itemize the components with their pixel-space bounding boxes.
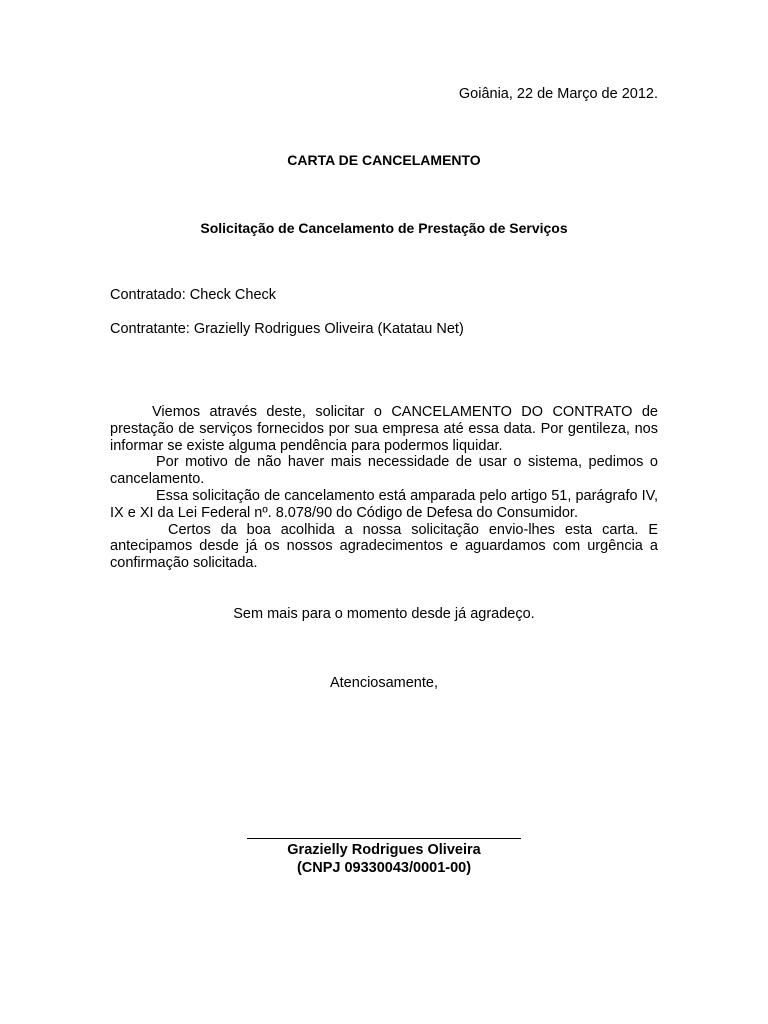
body-paragraph: Essa solicitação de cancelamento está amparada pelo artigo 51, parágrafo IV, IX e XI da Lei Federal nº. 8.078/90 do Código de Defesa do Consumidor. <box>110 487 658 521</box>
contratado-line: Contratado: Check Check <box>110 287 277 303</box>
letter-body <box>110 404 658 572</box>
regards-line: Atenciosamente, <box>329 675 438 691</box>
signature-line <box>247 826 521 839</box>
body-paragraph: Certos da boa acolhida a nossa solicitação envio-lhes esta carta. E antecipamos desde já os nossos agradecimentos e aguardamos com urgência a confirmação solicitada. <box>110 521 658 572</box>
signature-block <box>0 826 768 877</box>
letter-subtitle: Solicitação de Cancelamento de Prestação de Serviços <box>200 220 568 236</box>
closing-line: Sem mais para o momento desde já agradeço. <box>233 606 535 622</box>
signatory-cnpj: (CNPJ 09330043/0001-00) <box>296 860 472 876</box>
signatory-name: Grazielly Rodrigues Oliveira <box>287 842 481 858</box>
letter-title: CARTA DE CANCELAMENTO <box>287 152 481 168</box>
contratante-line: Contratante: Grazielly Rodrigues Oliveira (Katatau Net) <box>110 321 464 337</box>
body-paragraph: Por motivo de não haver mais necessidade de usar o sistema, pedimos o cancelamento. <box>110 454 658 488</box>
place-date: Goiânia, 22 de Março de 2012. <box>458 86 658 102</box>
body-paragraph: Viemos através deste, solicitar o CANCELAMENTO DO CONTRATO de prestação de serviços fornecidos por sua empresa até essa data. Por gentileza, nos informar se existe alguma pendência para podermos liquidar. <box>110 404 658 454</box>
